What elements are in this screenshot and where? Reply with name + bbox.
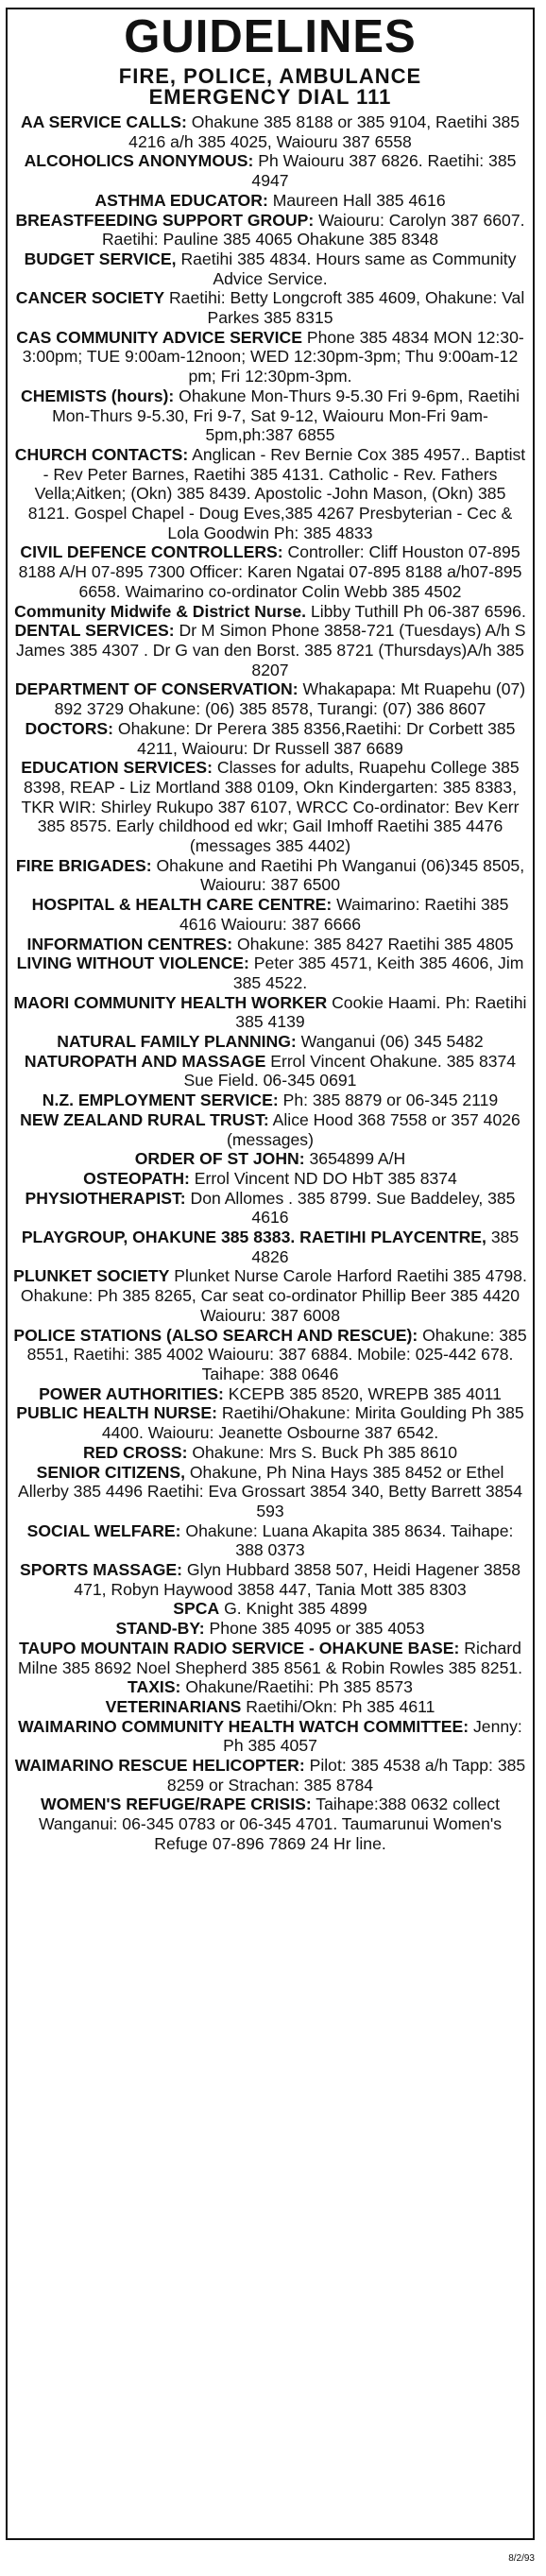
directory-entry <box>13 288 527 327</box>
entry-details: Errol Vincent Ohakune. 385 8374 Sue Field. 06-345 0691 <box>183 1051 517 1091</box>
entry-heading: DENTAL SERVICES: <box>14 621 175 641</box>
directory-entry <box>13 1032 527 1052</box>
directory-entry <box>13 386 527 445</box>
directory-entry <box>13 1052 527 1091</box>
entry-details: Raetihi: Betty Longcroft 385 4609, Ohakune: Val Parkes 385 8315 <box>169 288 525 328</box>
entry-heading: POLICE STATIONS (ALSO SEARCH AND RESCUE): <box>13 1325 418 1345</box>
entry-heading: CIVIL DEFENCE CONTROLLERS: <box>20 542 283 562</box>
directory-entry <box>13 1619 527 1639</box>
entry-details: Ohakune Mon-Thurs 9-5.30 Fri 9-6pm, Raetihi Mon-Thurs 9-5.30, Fri 9-7, Sat 9-12, Waiouru Mon-Fri 9am-5pm,ph:387 6855 <box>52 386 520 445</box>
entry-heading: NATUROPATH AND MASSAGE <box>24 1051 266 1071</box>
entry-heading: CAS COMMUNITY ADVICE SERVICE <box>16 327 302 347</box>
directory-entry <box>13 1110 527 1149</box>
entry-details: Pilot: 385 4538 a/h Tapp: 385 8259 or Strachan: 385 8784 <box>166 1756 526 1795</box>
entry-heading: SENIOR CITIZENS, <box>36 1462 185 1482</box>
entry-heading: CHURCH CONTACTS: <box>14 444 189 464</box>
directory-entry <box>13 1599 527 1619</box>
directory-entry <box>13 1149 527 1169</box>
entry-details: KCEPB 385 8520, WREPB 385 4011 <box>228 1383 502 1403</box>
directory-entry <box>13 445 527 543</box>
directory-entry <box>13 112 527 151</box>
directory-entry <box>13 953 527 992</box>
entry-details: Waimarino: Raetihi 385 4616 Waiouru: 387 6666 <box>179 895 509 934</box>
directory-entries <box>13 112 527 1854</box>
emergency-subtitle-line2: EMERGENCY DIAL 111 <box>148 85 392 109</box>
entry-details: Raetihi 385 4834. Hours same as Community Advice Service. <box>180 249 517 288</box>
entry-heading: TAXIS: <box>128 1677 181 1697</box>
directory-entry <box>13 1169 527 1189</box>
entry-details: Ohakune: Dr Perera 385 8356,Raetihi: Dr Corbett 385 4211, Waiouru: Dr Russell 387 6689 <box>117 718 516 758</box>
directory-entry <box>13 1560 527 1599</box>
directory-entry <box>13 1639 527 1677</box>
entry-details: Ohakune: 385 8551, Raetihi: 385 4002 Waiouru: 387 6884. Mobile: 025-442 678. Taihape: 388 0646 <box>26 1325 527 1383</box>
entry-details: Peter 385 4571, Keith 385 4606, Jim 385 4522. <box>232 953 524 992</box>
directory-entry <box>13 1756 527 1795</box>
entry-details: Don Allomes . 385 8799. Sue Baddeley, 385 4616 <box>190 1188 516 1228</box>
guidelines-panel <box>6 8 535 2540</box>
directory-entry <box>13 1228 527 1266</box>
entry-details: Waiouru: Carolyn 387 6607. Raetihi: Pauline 385 4065 Ohakune 385 8348 <box>101 210 525 249</box>
directory-entry <box>13 1189 527 1228</box>
entry-heading: POWER AUTHORITIES: <box>39 1383 224 1403</box>
directory-entry <box>13 602 527 622</box>
entry-heading: AA SERVICE CALLS: <box>20 112 187 131</box>
directory-entry <box>13 993 527 1032</box>
directory-entry <box>13 211 527 249</box>
entry-heading: PLAYGROUP, OHAKUNE 385 8383. RAETIHI PLAYCENTRE, <box>21 1228 486 1247</box>
entry-details: Ohakune, Ph Nina Hays 385 8452 or Ethel Allerby 385 4496 Raetihi: Eva Grossart 3854 340, Betty Barrett 3854 593 <box>18 1462 522 1520</box>
directory-entry <box>13 1677 527 1697</box>
page-title: GUIDELINES <box>124 11 417 62</box>
entry-heading: CANCER SOCIETY <box>15 288 165 308</box>
directory-entry <box>13 1091 527 1110</box>
entry-details: Ohakune: Mrs S. Buck Ph 385 8610 <box>192 1442 458 1462</box>
entry-details: Whakapapa: Mt Ruapehu (07) 892 3729 Ohakune: (06) 385 8578, Turangi: (07) 386 8607 <box>54 679 526 719</box>
entry-heading: OSTEOPATH: <box>83 1168 190 1188</box>
entry-heading: Community Midwife & District Nurse. <box>14 601 307 621</box>
entry-heading: FIRE BRIGADES: <box>15 855 152 875</box>
entry-details: Errol Vincent ND DO HbT 385 8374 <box>194 1168 457 1188</box>
entry-details: Richard Milne 385 8692 Noel Shepherd 385 8561 & Robin Rowles 385 8251. <box>17 1638 523 1677</box>
entry-details: Alice Hood 368 7558 or 357 4026 (messages) <box>227 1109 520 1149</box>
directory-entry <box>13 191 527 211</box>
entry-heading: TAUPO MOUNTAIN RADIO SERVICE - OHAKUNE BASE: <box>19 1638 460 1657</box>
entry-details: Phone 385 4834 MON 12:30-3:00pm; TUE 9:00am-12noon; WED 12:30pm-3pm; Thu 9:00am-12 pm; Fri 12:30pm-3pm. <box>22 327 524 386</box>
directory-entry <box>13 1403 527 1442</box>
directory-entry <box>13 719 527 758</box>
entry-heading: LIVING WITHOUT VIOLENCE: <box>16 953 249 973</box>
entry-details: Raetihi/Okn: Ph 385 4611 <box>246 1696 435 1716</box>
entry-heading: WOMEN'S REFUGE/RAPE CRISIS: <box>41 1795 312 1814</box>
print-date: 8/2/93 <box>508 2553 535 2564</box>
entry-heading: MAORI COMMUNITY HEALTH WORKER <box>13 992 328 1012</box>
emergency-subtitle-line1: FIRE, POLICE, AMBULANCE <box>118 64 422 88</box>
directory-entry <box>13 542 527 601</box>
directory-entry <box>13 1443 527 1463</box>
directory-entry <box>13 1521 527 1560</box>
entry-heading: WAIMARINO COMMUNITY HEALTH WATCH COMMITTEE: <box>18 1716 469 1736</box>
entry-details: Classes for adults, Ruapehu College 385 8398, REAP - Liz Mortland 388 0109, Okn Kindergarten: 385 8383, TKR WIR: Shirley Rukupo 387 6107, WRCC Co-ordinator: Bev Kerr 385 8575. Early childhood ed wkr; Gail Imhoff Raetihi 385 4476 (messages 385 4402) <box>21 758 520 856</box>
entry-heading: HOSPITAL & HEALTH CARE CENTRE: <box>31 895 333 915</box>
entry-details: Wanganui (06) 345 5482 <box>300 1032 484 1052</box>
directory-entry <box>13 249 527 288</box>
entry-heading: EDUCATION SERVICES: <box>21 758 213 778</box>
entry-heading: NATURAL FAMILY PLANNING: <box>57 1032 297 1052</box>
entry-heading: N.Z. EMPLOYMENT SERVICE: <box>42 1091 279 1110</box>
directory-entry <box>13 679 527 718</box>
entry-details: Ph: 385 8879 or 06-345 2119 <box>282 1091 499 1110</box>
entry-details: Ohakune: 385 8427 Raetihi 385 4805 <box>237 934 514 953</box>
directory-entry <box>13 856 527 895</box>
entry-heading: BUDGET SERVICE, <box>24 249 177 268</box>
entry-details: Libby Tuthill Ph 06-387 6596. <box>310 601 526 621</box>
entry-heading: ORDER OF ST JOHN: <box>134 1149 305 1169</box>
entry-heading: SPORTS MASSAGE: <box>19 1560 183 1580</box>
entry-heading: ASTHMA EDUCATOR: <box>94 190 268 210</box>
directory-entry <box>13 895 527 934</box>
entry-details: Raetihi/Ohakune: Mirita Goulding Ph 385 4400. Waiouru: Jeanette Osbourne 387 6542. <box>101 1403 524 1443</box>
entry-details: Dr M Simon Phone 3858-721 (Tuesdays) A/h S James 385 4307 . Dr G van den Borst. 385 8721 (Thursdays)A/h 385 8207 <box>16 621 526 679</box>
directory-entry <box>13 758 527 856</box>
entry-heading: VETERINARIANS <box>105 1696 242 1716</box>
entry-details: Anglican - Rev Bernie Cox 385 4957.. Baptist - Rev Peter Barnes, Raetihi 385 4131. Catholic - Rev. Fathers Vella;Aitken; (Okn) 385 8439. Apostolic -John Mason, (Okn) 385 8121. Gospel Chapel - Doug Eves,385 4267 Presbyterian - Cec & Lola Goodwin Ph: 385 4833 <box>27 444 526 542</box>
directory-entry <box>13 151 527 190</box>
entry-details: Ohakune and Raetihi Ph Wanganui (06)345 8505, Waiouru: 387 6500 <box>156 855 525 895</box>
entry-details: Taihape:388 0632 collect Wanganui: 06-345 0783 or 06-345 4701. Taumarunui Women's Refuge 07-896 7869 24 Hr line. <box>38 1795 503 1853</box>
entry-details: Plunket Nurse Carole Harford Raetihi 385 4798. Ohakune: Ph 385 8265, Car seat co-ordinator Phillip Beer 385 4420 Waiouru: 387 6008 <box>20 1266 527 1325</box>
entry-details: Controller: Cliff Houston 07-895 8188 A/H 07-895 7300 Officer: Karen Ngatai 07-895 8188 a/h07-895 6658. Waimarino co-ordinator Colin Webb 385 4502 <box>18 542 522 601</box>
entry-details: Cookie Haami. Ph: Raetihi 385 4139 <box>235 992 527 1032</box>
directory-entry <box>13 1697 527 1717</box>
entry-details: Ohakune 385 8188 or 385 9104, Raetihi 385 4216 a/h 385 4025, Waiouru 387 6558 <box>128 112 520 151</box>
entry-heading: NEW ZEALAND RURAL TRUST: <box>20 1109 269 1129</box>
entry-details: G. Knight 385 4899 <box>224 1599 367 1619</box>
entry-heading: INFORMATION CENTRES: <box>26 934 233 953</box>
entry-details: Jenny: Ph 385 4057 <box>223 1716 522 1756</box>
entry-details: 3654899 A/H <box>309 1149 406 1169</box>
entry-heading: PUBLIC HEALTH NURSE: <box>16 1403 218 1423</box>
entry-details: 385 4826 <box>251 1228 520 1266</box>
directory-entry <box>13 1463 527 1521</box>
entry-heading: ALCOHOLICS ANONYMOUS: <box>24 151 254 171</box>
directory-entry <box>13 935 527 954</box>
entry-heading: PHYSIOTHERAPIST: <box>25 1188 186 1208</box>
directory-entry <box>13 328 527 386</box>
directory-entry <box>13 1795 527 1853</box>
directory-entry <box>13 1717 527 1756</box>
entry-heading: SPCA <box>173 1599 220 1619</box>
entry-details: Maureen Hall 385 4616 <box>272 190 446 210</box>
entry-details: Ph Waiouru 387 6826. Raetihi: 385 4947 <box>251 151 517 191</box>
directory-entry <box>13 1326 527 1384</box>
entry-details: Glyn Hubbard 3858 507, Heidi Hagener 3858 471, Robyn Haywood 3858 447, Tania Mott 385 8303 <box>74 1560 521 1599</box>
directory-entry <box>13 1266 527 1325</box>
entry-details: Phone 385 4095 or 385 4053 <box>209 1619 425 1639</box>
entry-heading: STAND-BY: <box>115 1619 205 1639</box>
entry-heading: CHEMISTS (hours): <box>21 386 175 405</box>
entry-heading: BREASTFEEDING SUPPORT GROUP: <box>15 210 315 230</box>
directory-entry <box>13 621 527 679</box>
entry-heading: RED CROSS: <box>82 1442 188 1462</box>
entry-details: Ohakune: Luana Akapita 385 8634. Taihape: 388 0373 <box>185 1520 514 1560</box>
directory-entry <box>13 1384 527 1404</box>
entry-heading: DOCTORS: <box>25 718 114 738</box>
entry-heading: PLUNKET SOCIETY <box>13 1266 170 1286</box>
entry-details: Ohakune/Raetihi: Ph 385 8573 <box>185 1677 413 1697</box>
entry-heading: DEPARTMENT OF CONSERVATION: <box>14 679 299 699</box>
entry-heading: SOCIAL WELFARE: <box>26 1520 181 1540</box>
entry-heading: WAIMARINO RESCUE HELICOPTER: <box>14 1756 305 1776</box>
